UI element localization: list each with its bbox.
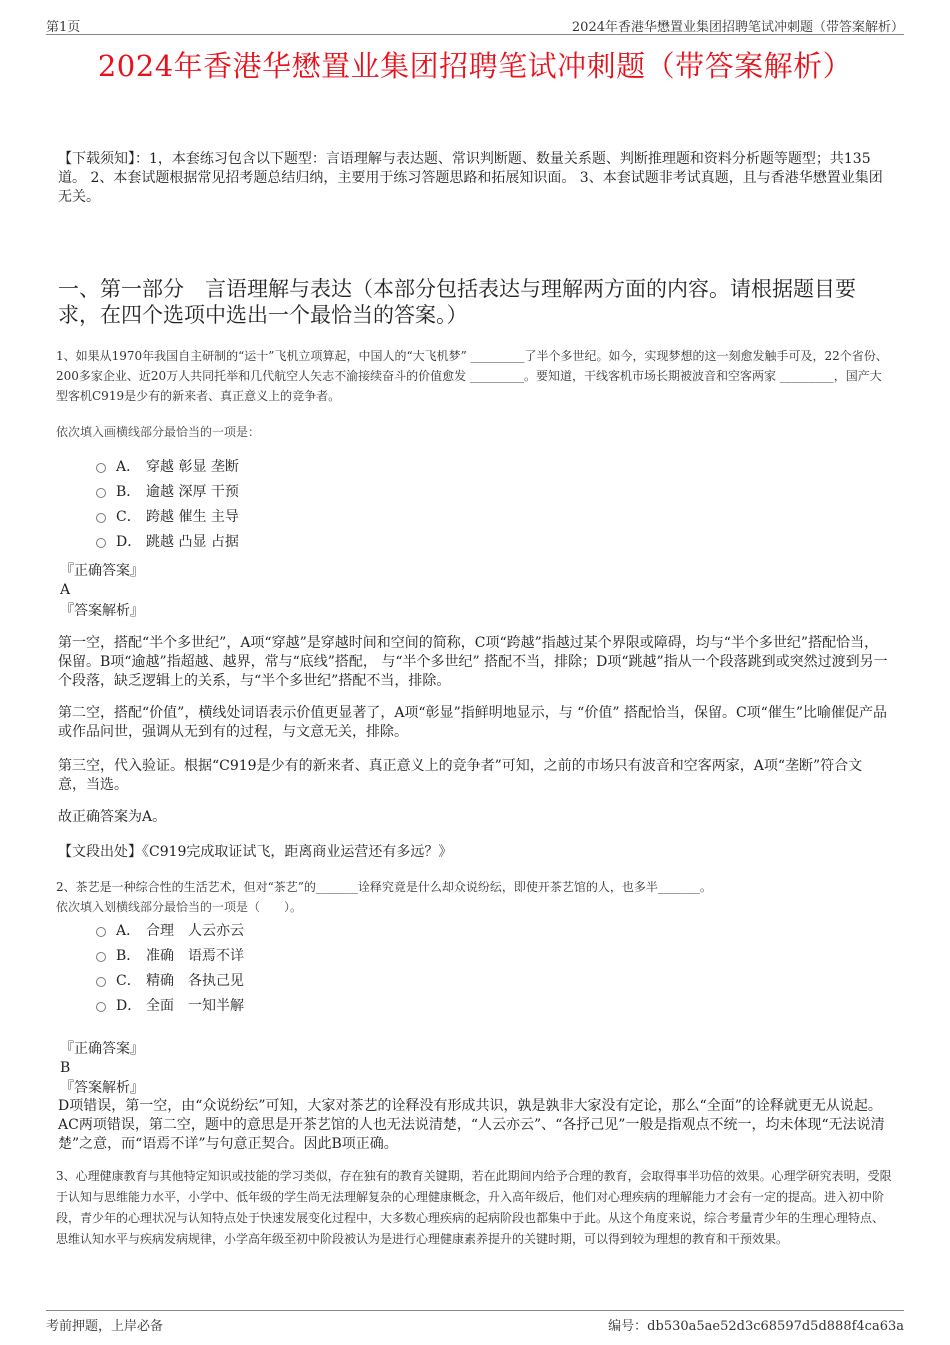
page-number: 第1页	[46, 20, 81, 35]
analysis-paragraph: D项错误，第一空，由“众说纷纭”可知，大家对茶艺的诠释没有形成共识，孰是孰非大家没有定论，那么“全面”的诠释就更无从说起。AC两项错误，第二空，题中的意思是开茶艺馆的人也无法说清楚，“人云亦云”、“各抒己见”一般是指观点不统一，均未体现“无法说清楚”之意，而“语焉不详”与句意正契合。因此B项正确。	[58, 1098, 885, 1152]
option-text: 精确 各执己见	[146, 972, 244, 989]
question-1-prompt: 依次填入画横线部分最恰当的一项是：	[56, 425, 261, 439]
radio-icon[interactable]	[96, 927, 106, 937]
option-c[interactable]: C． 精确 各执己见	[96, 967, 244, 992]
option-a[interactable]: A． 合理 人云亦云	[96, 917, 244, 942]
page-header	[46, 14, 904, 35]
answer-label: 『正确答案』	[60, 1041, 144, 1057]
radio-icon[interactable]	[96, 1002, 106, 1012]
option-text: 准确 语焉不详	[146, 947, 244, 964]
radio-icon[interactable]	[96, 488, 106, 498]
analysis-label: 『答案解析』	[60, 1080, 144, 1096]
analysis-paragraph-1: 第一空，搭配“半个多世纪”，A项“穿越”是穿越时间和空间的简称，C项“跨越”指越过某个界限或障碍，均与“半个多世纪”搭配恰当，保留。B项“逾越”指超越、越界，常与“底线”搭配， 与“半个多世纪” 搭配不当，排除；D项“跳越”指从一个段落跳到或突然过渡到另一个段落，缺乏逻辑上的关系，与“半个多世纪”搭配不当，排除。	[58, 635, 888, 689]
question-1-text: 1、如果从1970年我国自主研制的“运十”飞机立项算起，中国人的“大飞机梦” _________了半个多世纪。如今，实现梦想的这一刻愈发触手可及，22个省份、200多家企业、近20万人共同托举和几代航空人矢志不渝接续奋斗的价值愈发 _________。要知道，干线客机市场长期被波音和空客两家 _________，国产大型客机C919是少有的新来者、真正意义上的竞争者。	[56, 349, 888, 403]
option-d[interactable]: D． 跳越 凸显 占据	[96, 528, 239, 553]
option-b[interactable]: B． 逾越 深厚 干预	[96, 478, 239, 503]
question-1-options	[96, 453, 239, 553]
option-text: 逾越 深厚 干预	[146, 483, 239, 500]
source-citation: 【文段出处】《C919完成取证试飞，距离商业运营还有多远？》	[58, 844, 453, 860]
option-text: 合理 人云亦云	[146, 922, 244, 939]
analysis-label: 『答案解析』	[60, 603, 144, 619]
radio-icon[interactable]	[96, 952, 106, 962]
page-footer	[46, 1310, 904, 1333]
radio-icon[interactable]	[96, 538, 106, 548]
correct-answer: B	[60, 1060, 71, 1076]
correct-answer: A	[60, 582, 71, 598]
question-2-options	[96, 917, 244, 1017]
option-d[interactable]: D． 全面 一知半解	[96, 992, 244, 1017]
footer-slogan: 考前押题，上岸必备	[46, 1319, 164, 1334]
analysis-paragraph-3: 第三空，代入验证。根据“C919是少有的新来者、真正意义上的竞争者”可知，之前的市场只有波音和空客两家，A项“垄断”符合文意，当选。	[58, 758, 863, 793]
radio-icon[interactable]	[96, 463, 106, 473]
option-text: 跨越 催生 主导	[146, 508, 239, 525]
question-3-text: 3、心理健康教育与其他特定知识或技能的学习类似，存在独有的教育关键期，若在此期间内给予合理的教育，会取得事半功倍的效果。心理学研究表明，受限于认知与思维能力水平，小学中、低年级的学生尚无法理解复杂的心理健康概念，升入高年级后，他们对心理疾病的理解能力才会有一定的提高。进入初中阶段，青少年的心理状况与认知特点处于快速发展变化过程中，大多数心理疾病的起病阶段也都集中于此。从这个角度来说，综合考量青少年的生理心理特点、思维认知水平与疾病发病规律，小学高年级至初中阶段被认为是进行心理健康素养提升的关键时期，可以得到较为理想的教育和干预效果。	[56, 1169, 892, 1246]
option-b[interactable]: B． 准确 语焉不详	[96, 942, 244, 967]
option-text: 全面 一知半解	[146, 997, 244, 1014]
question-2-prompt: 依次填入划横线部分最恰当的一项是（ ）。	[56, 900, 303, 914]
option-text: 穿越 彰显 垄断	[146, 458, 239, 475]
radio-icon[interactable]	[96, 977, 106, 987]
document-title: 2024年香港华懋置业集团招聘笔试冲刺题（带答案解析）	[97, 49, 853, 83]
download-notice: 【下载须知】：1，本套练习包含以下题型：言语理解与表达题、常识判断题、数量关系题、判断推理题和资料分析题等题型；共135道。 2、本套试题根据常见招考题总结归纳，主要用于练习答题思路和拓展知识面。 3、本套试题非考试真题，且与香港华懋置业集团无关。	[58, 151, 883, 205]
answer-label: 『正确答案』	[60, 563, 144, 579]
option-text: 跳越 凸显 占据	[146, 533, 239, 550]
analysis-conclusion: 故正确答案为A。	[58, 809, 167, 825]
footer-doc-id: 编号：db530a5ae52d3c68597d5d888f4ca63a	[608, 1319, 904, 1334]
analysis-paragraph-2: 第二空，搭配“价值”，横线处词语表示价值更显著了，A项“彰显”指鲜明地显示，与 “价值” 搭配恰当，保留。C项“催生”比喻催促产品或作品问世，强调从无到有的过程，与文意无关，排除。	[58, 705, 887, 740]
header-doc-title: 2024年香港华懋置业集团招聘笔试冲刺题（带答案解析）	[571, 20, 904, 35]
radio-icon[interactable]	[96, 513, 106, 523]
question-2-text: 2、茶艺是一种综合性的生活艺术，但对“茶艺”的_______诠释究竟是什么却众说纷纭，即使开茶艺馆的人，也多半_______。	[56, 880, 712, 894]
option-a[interactable]: A． 穿越 彰显 垄断	[96, 453, 239, 478]
option-c[interactable]: C． 跨越 催生 主导	[96, 503, 239, 528]
section-title: 一、第一部分 言语理解与表达（本部分包括表达与理解两方面的内容。请根据题目要求，在四个选项中选出一个最恰当的答案。）	[58, 277, 856, 327]
